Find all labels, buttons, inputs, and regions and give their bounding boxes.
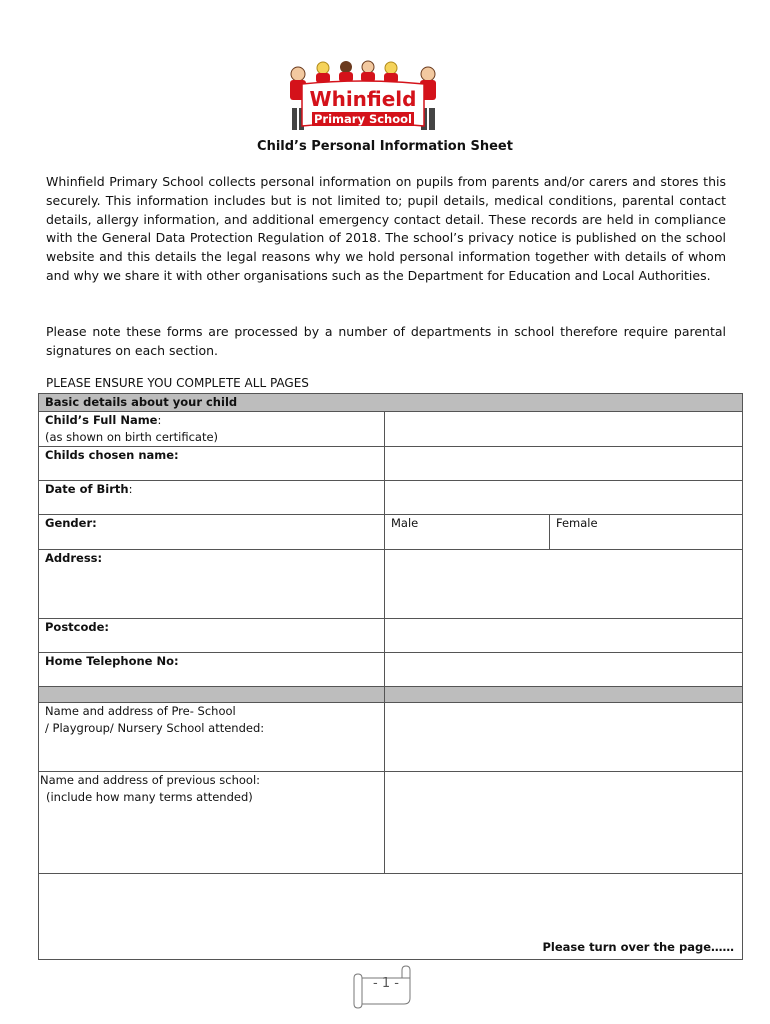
section-header: Basic details about your child [39,394,743,412]
dob-label-text: Date of Birth [45,482,129,496]
address-label: Address: [39,550,385,619]
postcode-field[interactable] [385,619,743,653]
dob-label [39,481,385,515]
intro-paragraph: Whinfield Primary School collects personal information on pupils from parents and/or carers and stores this securely. This information includes but is not limited to; pupil details, medical conditions, parental contact details, allergy information, and additional emergency contact detail. These records are held in compliance with the General Data Protection Regulation of 2018. The school’s privacy notice is published on the school website and this details the legal reasons why we hold personal information together with details of whom and why we share it with other organisations such as the Department for Education and Local Authorities. [46,174,726,283]
preschool-label-line1: Name and address of Pre- School [45,704,236,718]
turn-over-notice: Please turn over the page…… [542,940,734,954]
chosen-name-field[interactable] [385,447,743,481]
complete-all-pages-notice: PLEASE ENSURE YOU COMPLETE ALL PAGES [46,376,309,390]
previous-school-label [39,772,385,874]
previous-school-field[interactable] [385,772,743,874]
full-name-label [39,412,385,447]
page-number: - 1 - [373,976,399,991]
gender-female-option[interactable]: Female [550,515,743,550]
home-telephone-label: Home Telephone No: [39,653,385,687]
page-title: Child’s Personal Information Sheet [257,139,513,154]
full-name-colon: : [157,413,162,427]
previous-school-label-line2: (include how many terms attended) [46,790,253,804]
note-paragraph: Please note these forms are processed by a number of departments in school therefore require parental signatures on each section. [46,324,726,358]
gender-label: Gender: [39,515,385,550]
basic-details-table [38,393,743,960]
notes-area[interactable] [39,874,743,960]
full-name-field[interactable] [385,412,743,447]
dob-colon: : [128,482,133,496]
full-name-label-text: Child’s Full Name [45,413,158,427]
preschool-field[interactable] [385,703,743,772]
dob-field[interactable] [385,481,743,515]
previous-school-label-line1: Name and address of previous school: [40,773,261,787]
divider-right [385,687,743,703]
logo-line1: Whinfield [309,87,417,111]
address-field[interactable] [385,550,743,619]
chosen-name-label: Childs chosen name: [39,447,385,481]
divider-left [39,687,385,703]
preschool-label-line2: / Playgroup/ Nursery School attended: [45,721,265,735]
whinfield-school-logo [278,58,446,134]
gender-male-option[interactable]: Male [385,515,550,550]
home-telephone-field[interactable] [385,653,743,687]
full-name-sublabel: (as shown on birth certificate) [45,430,219,444]
postcode-label: Postcode: [39,619,385,653]
logo-line2: Primary School [314,112,412,126]
preschool-label [39,703,385,772]
